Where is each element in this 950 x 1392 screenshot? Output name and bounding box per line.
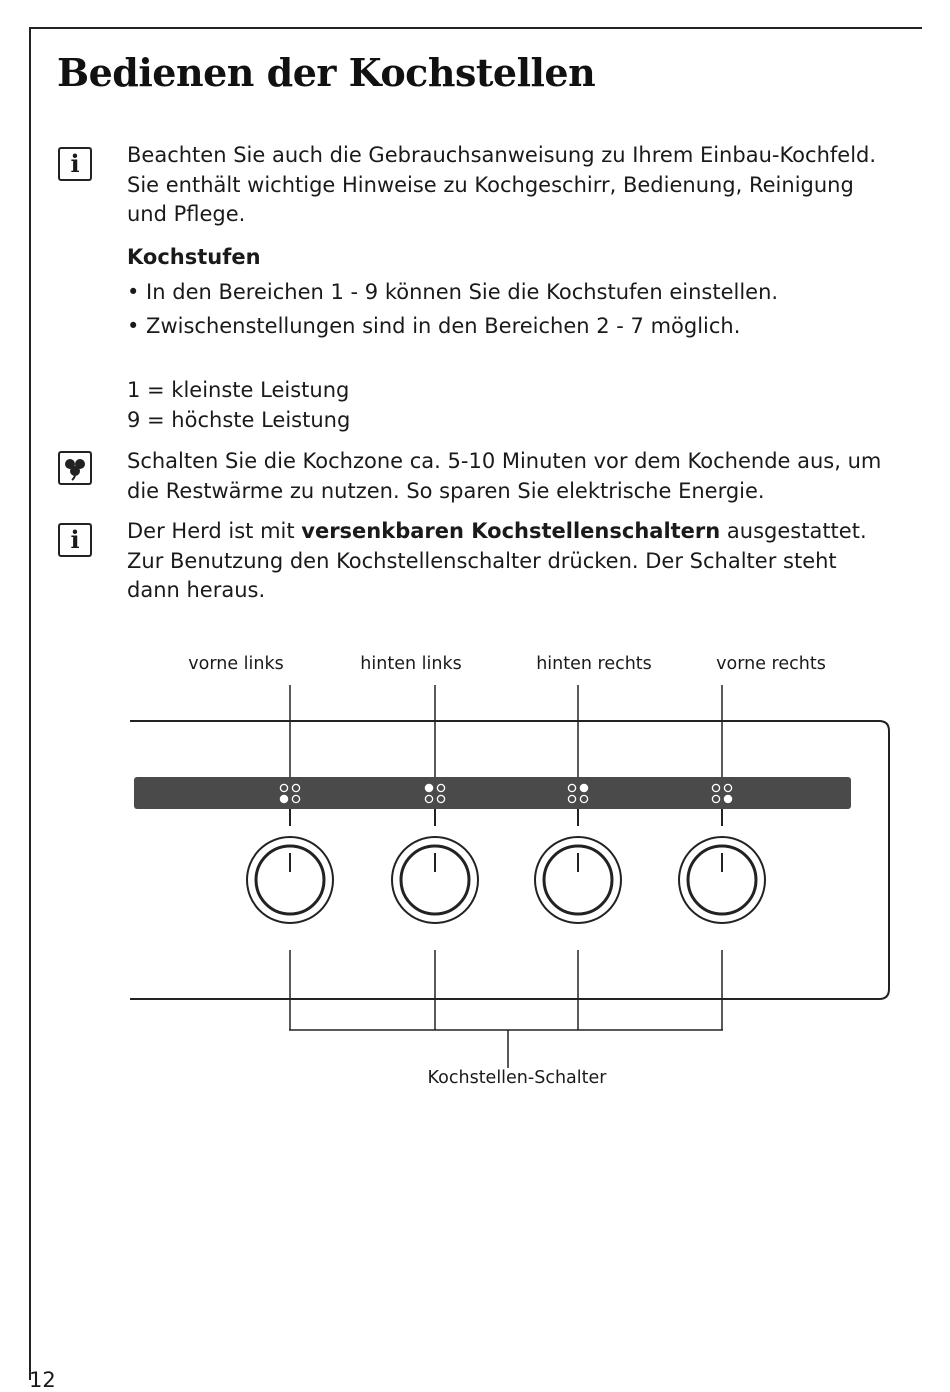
section-heading-kochstufen: Kochstufen bbox=[127, 245, 261, 269]
control-panel-outline bbox=[130, 721, 889, 999]
bullet-item: • In den Bereichen 1 - 9 können Sie die Kochstufen einstellen. bbox=[127, 280, 779, 304]
text-span: ausgestattet. bbox=[720, 519, 867, 543]
bullet-item: • Zwischenstellungen sind in den Bereichen 2 - 7 möglich. bbox=[127, 314, 741, 338]
text-line: Beachten Sie auch die Gebrauchsanweisung zu Ihrem Einbau-Kochfeld. bbox=[127, 143, 877, 167]
label-rear-left: hinten links bbox=[360, 654, 462, 674]
page-title: Bedienen der Kochstellen bbox=[57, 50, 596, 95]
bold-text-span: versenkbaren Kochstellenschaltern bbox=[301, 519, 721, 543]
text-line: Zur Benutzung den Kochstellenschalter drücken. Der Schalter steht bbox=[127, 548, 837, 573]
text-span: Der Herd ist mit bbox=[127, 519, 302, 543]
knob-front-left bbox=[247, 685, 333, 1030]
knob-front-right bbox=[679, 685, 765, 1030]
control-strip bbox=[134, 777, 851, 809]
info-icon: i bbox=[58, 523, 92, 557]
info-icon: i bbox=[58, 147, 92, 181]
label-front-right: vorne rechts bbox=[716, 654, 826, 674]
text-line: und Pflege. bbox=[127, 202, 246, 226]
knob-rear-right bbox=[535, 685, 621, 1030]
text-line: Sie enthält wichtige Hinweise zu Kochgeschirr, Bedienung, Reinigung bbox=[127, 172, 854, 197]
text-line: dann heraus. bbox=[127, 578, 266, 602]
scale-min: 1 = kleinste Leistung bbox=[127, 378, 350, 402]
scale-max: 9 = höchste Leistung bbox=[127, 407, 351, 432]
page-number: 12 bbox=[29, 1368, 56, 1392]
knob-rear-left bbox=[392, 685, 478, 1030]
label-switches: Kochstellen-Schalter bbox=[427, 1068, 607, 1088]
label-front-left: vorne links bbox=[188, 654, 284, 674]
label-rear-right: hinten rechts bbox=[536, 654, 652, 674]
text-line: Schalten Sie die Kochzone ca. 5-10 Minuten vor dem Kochende aus, um bbox=[127, 449, 882, 473]
text-line: die Restwärme zu nutzen. So sparen Sie elektrische Energie. bbox=[127, 478, 765, 503]
